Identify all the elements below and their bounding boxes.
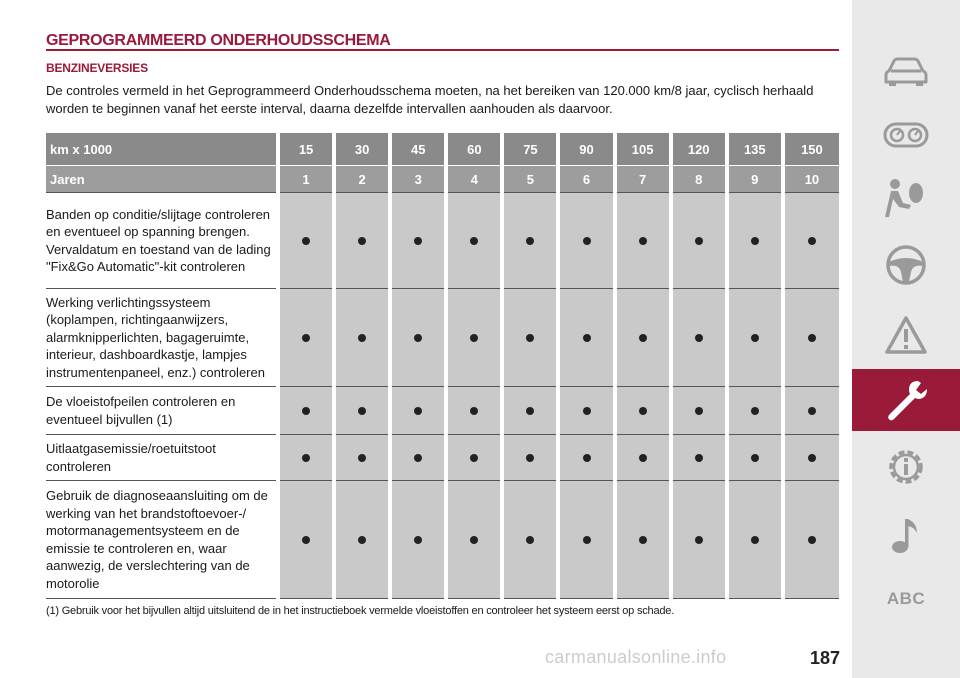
schedule-cell (727, 289, 783, 387)
check-dot (639, 536, 647, 544)
music-note-icon (891, 515, 921, 555)
check-dot (695, 407, 703, 415)
schedule-cell (727, 387, 783, 435)
km-header-cell: 45 (390, 133, 446, 166)
maintenance-schedule-table (46, 133, 839, 599)
sidebar-item-driving[interactable] (852, 234, 960, 296)
check-dot (751, 407, 759, 415)
check-dot (358, 536, 366, 544)
sidebar-item-technical-data[interactable] (852, 436, 960, 498)
sidebar-item-car[interactable] (852, 40, 960, 102)
check-dot (526, 407, 534, 415)
schedule-cell (783, 435, 839, 481)
schedule-row (46, 481, 839, 599)
check-dot (414, 407, 422, 415)
check-dot (583, 237, 591, 245)
years-header-cell: 7 (615, 166, 671, 193)
km-header-cell: 60 (446, 133, 502, 166)
schedule-cell (615, 387, 671, 435)
years-header-cell: 10 (783, 166, 839, 193)
years-header-cell: 9 (727, 166, 783, 193)
schedule-cell (446, 435, 502, 481)
check-dot (414, 334, 422, 342)
km-header-label: km x 1000 (46, 133, 278, 166)
schedule-cell (558, 193, 614, 289)
check-dot (583, 334, 591, 342)
check-dot (358, 334, 366, 342)
title-divider (46, 49, 839, 51)
check-dot (695, 237, 703, 245)
schedule-cell (278, 289, 334, 387)
km-header-cell: 120 (671, 133, 727, 166)
schedule-cell (334, 387, 390, 435)
check-dot (751, 454, 759, 462)
airbag-passenger-icon (883, 177, 929, 221)
check-dot (695, 454, 703, 462)
km-header-cell: 15 (278, 133, 334, 166)
schedule-row-label: Uitlaatgasemissie/roetuitstoot controleren (46, 435, 278, 481)
chapter-sidebar (852, 0, 960, 678)
steering-wheel-icon (885, 244, 927, 286)
schedule-cell (783, 387, 839, 435)
schedule-row (46, 387, 839, 435)
schedule-cell (615, 289, 671, 387)
schedule-cell (558, 387, 614, 435)
warning-triangle-icon (884, 315, 928, 355)
schedule-row (46, 193, 839, 289)
schedule-cell (558, 435, 614, 481)
km-header-cell: 105 (615, 133, 671, 166)
schedule-cell (671, 193, 727, 289)
schedule-cell (390, 289, 446, 387)
check-dot (583, 454, 591, 462)
schedule-cell (390, 193, 446, 289)
check-dot (639, 237, 647, 245)
check-dot (583, 536, 591, 544)
schedule-cell (334, 289, 390, 387)
check-dot (695, 536, 703, 544)
check-dot (583, 407, 591, 415)
schedule-body (46, 193, 839, 599)
km-header-row (46, 133, 839, 166)
check-dot (470, 407, 478, 415)
schedule-cell (783, 481, 839, 599)
schedule-cell (502, 481, 558, 599)
footnote: (1) Gebruik voor het bijvullen altijd uitsluitend de in het instructieboek vermelde vloeistoffen en controleer het systeem eerst op schade. (46, 605, 675, 617)
wrench-icon (883, 377, 929, 423)
years-header-cell: 5 (502, 166, 558, 193)
schedule-cell (615, 193, 671, 289)
schedule-cell (783, 289, 839, 387)
check-dot (526, 536, 534, 544)
years-header-cell: 4 (446, 166, 502, 193)
schedule-cell (558, 289, 614, 387)
check-dot (751, 237, 759, 245)
watermark-text: carmanualsonline.info (545, 647, 727, 667)
check-dot (695, 334, 703, 342)
sidebar-item-maintenance[interactable] (852, 369, 960, 431)
schedule-cell (502, 289, 558, 387)
schedule-cell (783, 193, 839, 289)
check-dot (526, 237, 534, 245)
schedule-cell (615, 481, 671, 599)
schedule-cell (446, 193, 502, 289)
check-dot (808, 334, 816, 342)
schedule-cell (727, 193, 783, 289)
index-abc-label: ABC (886, 589, 926, 608)
check-dot (470, 237, 478, 245)
check-dot (808, 407, 816, 415)
sidebar-item-dashboard[interactable] (852, 104, 960, 166)
check-dot (358, 454, 366, 462)
check-dot (302, 454, 310, 462)
schedule-row-label: Werking verlichtingssysteem (koplampen, richtingaanwijzers, alarmknipperlichten, bagageruimte, interieur, dashboardkastje, lampjes instrumentenpaneel, enz.) controleren (46, 289, 278, 387)
years-header-cell: 2 (334, 166, 390, 193)
schedule-row (46, 289, 839, 387)
dashboard-gauges-icon (883, 122, 929, 148)
check-dot (414, 454, 422, 462)
schedule-cell (502, 435, 558, 481)
km-header-cell: 150 (783, 133, 839, 166)
schedule-cell (278, 387, 334, 435)
schedule-row (46, 435, 839, 481)
check-dot (358, 407, 366, 415)
check-dot (470, 334, 478, 342)
intro-paragraph: De controles vermeld in het Geprogrammeerd Onderhoudsschema moeten, na het bereiken van 120.000 km/8 jaar, cyclisch herhaald worden te beginnen vanaf het eerste interval, daarna dezelfde intervallen aanhouden als daarvoor. (46, 83, 814, 116)
sidebar-item-emergency[interactable] (852, 304, 960, 366)
car-icon (883, 55, 929, 87)
schedule-cell (615, 435, 671, 481)
schedule-cell (671, 289, 727, 387)
sidebar-item-multimedia[interactable] (852, 504, 960, 566)
schedule-cell (446, 289, 502, 387)
years-header-cell: 1 (278, 166, 334, 193)
km-header-cell: 30 (334, 133, 390, 166)
check-dot (302, 407, 310, 415)
schedule-cell (671, 435, 727, 481)
schedule-cell (502, 387, 558, 435)
schedule-cell (390, 481, 446, 599)
check-dot (414, 237, 422, 245)
years-header-label: Jaren (46, 166, 278, 193)
years-header-cell: 3 (390, 166, 446, 193)
schedule-cell (334, 435, 390, 481)
years-header-cell: 8 (671, 166, 727, 193)
check-dot (470, 536, 478, 544)
schedule-cell (278, 435, 334, 481)
check-dot (526, 334, 534, 342)
sidebar-item-safety[interactable] (852, 168, 960, 230)
check-dot (639, 454, 647, 462)
check-dot (302, 237, 310, 245)
schedule-cell (727, 435, 783, 481)
km-header-cell: 75 (502, 133, 558, 166)
schedule-cell (334, 193, 390, 289)
schedule-cell (502, 193, 558, 289)
km-header-cell: 90 (558, 133, 614, 166)
check-dot (808, 237, 816, 245)
check-dot (414, 536, 422, 544)
schedule-cell (671, 387, 727, 435)
schedule-row-label: De vloeistofpeilen controleren en eventueel bijvullen (1) (46, 387, 278, 435)
schedule-cell (390, 435, 446, 481)
page-title: GEPROGRAMMEERD ONDERHOUDSSCHEMA (46, 32, 391, 49)
schedule-row-label: Gebruik de diagnoseaansluiting om de werking van het brandstoftoevoer-/ motormanagementsysteem en de emissie te controleren en, waar aanwezig, de verslechtering van de motorolie (46, 481, 278, 599)
schedule-cell (558, 481, 614, 599)
schedule-cell (278, 193, 334, 289)
schedule-cell (446, 387, 502, 435)
schedule-cell (334, 481, 390, 599)
years-header-row (46, 166, 839, 193)
schedule-cell (671, 481, 727, 599)
schedule-cell (446, 481, 502, 599)
page-number: 187 (810, 648, 841, 668)
sidebar-item-index[interactable] (852, 572, 960, 626)
years-header-cell: 6 (558, 166, 614, 193)
km-header-cell: 135 (727, 133, 783, 166)
schedule-row-label: Banden op conditie/slijtage controleren en eventueel op spanning brengen. Vervaldatum en toestand van de lading "Fix&Go Automatic"-kit controleren (46, 193, 278, 289)
check-dot (639, 334, 647, 342)
check-dot (470, 454, 478, 462)
schedule-cell (390, 387, 446, 435)
check-dot (302, 536, 310, 544)
info-gear-icon (884, 445, 928, 489)
check-dot (526, 454, 534, 462)
check-dot (639, 407, 647, 415)
check-dot (751, 334, 759, 342)
check-dot (808, 454, 816, 462)
schedule-cell (278, 481, 334, 599)
section-subtitle: BENZINEVERSIES (46, 61, 148, 75)
check-dot (751, 536, 759, 544)
schedule-cell (727, 481, 783, 599)
check-dot (358, 237, 366, 245)
check-dot (808, 536, 816, 544)
check-dot (302, 334, 310, 342)
